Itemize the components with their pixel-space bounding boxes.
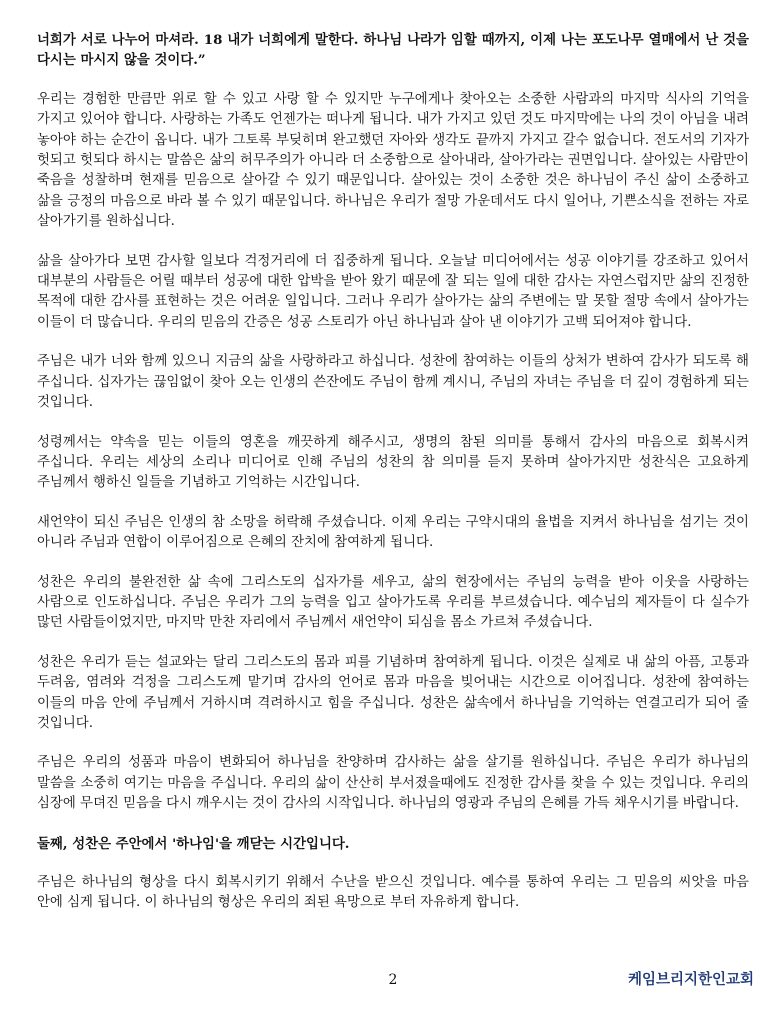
body-paragraph: 성령께서는 약속을 믿는 이들의 영혼을 깨끗하게 해주시고, 생명의 참된 의미를 통해서 감사의 마음으로 회복시켜 주십니다. 우리는 세상의 소리나 미디어로 인해 주님의 성찬의 참 의미를 듣지 못하며 살아가지만 성찬식은 고요하게 주님께서 행하신 일들을 기념하고 기억하는 시간입니다. bbox=[37, 434, 749, 491]
body-paragraph: 삶을 살아가다 보면 감사할 일보다 걱정거리에 더 집중하게 됩니다. 오늘날 미디어에서는 성공 이야기를 강조하고 있어서 대부분의 사람들은 어릴 때부터 성공에 대한 압박을 받아 왔기 때문에 잘 되는 일에 대한 감사는 자연스럽지만 삶의 진정한 목적에 대한 감사를 표현하는 것은 어려운 일입니다. 그러나 우리가 살아가는 삶의 주변에는 말 못할 절망 속에서 살아가는 이들이 더 많습니다. 우리의 믿음의 간증은 성공 스토리가 아닌 하나님과 살아 낸 이야기가 고백 되어져야 합니다. bbox=[37, 253, 749, 330]
section-heading: 둘째, 성찬은 주안에서 '하나임'을 깨닫는 시간입니다. bbox=[37, 835, 350, 852]
body-paragraph: 우리는 경험한 만큼만 위로 할 수 있고 사랑 할 수 있지만 누구에게나 찾아오는 소중한 사람과의 마지막 식사의 기억을 가지고 있어야 합니다. 사랑하는 가족도 언젠가는 떠나게 됩니다. 내가 가지고 있던 것도 마지막에는 나의 것이 아님을 내려 놓아야 하는 순간이 옵니다. 내가 그토록 부딪히며 완고했던 자아와 생각도 끝까지 가지고 갈수 없습니다. 전도서의 기자가 헛되고 헛되다 하시는 말씀은 삶의 허무주의가 아니라 더 소중함으로 살아내라, 살아가라는 권면입니다. 살아있는 사람만이 죽음을 성찰하며 현재를 믿음으로 살아갈 수 있기 때문입니다. 살아있는 것이 소중한 것은 하나님이 주신 삶이 소중하고 삶을 긍정의 마음으로 바라 볼 수 있기 때문입니다. 하나님은 우리가 절망 가운데서도 다시 일어나, 기쁜소식을 전하는 자로 살아가기를 원하십니다. bbox=[37, 91, 749, 230]
body-paragraph: 주님은 하나님의 형상을 다시 회복시키기 위해서 수난을 받으신 것입니다. 예수를 통하여 우리는 그 믿음의 씨앗을 마음 안에 심게 됩니다. 이 하나님의 형상은 우리의 죄된 욕망으로 부터 자유하게 합니다. bbox=[37, 875, 749, 911]
body-paragraph: 주님은 우리의 성품과 마음이 변화되어 하나님을 찬양하며 감사하는 삶을 살기를 원하십니다. 주님은 우리가 하나님의 말씀을 소중히 여기는 마음을 주십니다. 우리의 삶이 산산히 부서졌을때에도 진정한 감사를 찾을 수 있는 것입니다. 우리의 심장에 무뎌진 믿음을 다시 깨우시는 것이 감사의 시작입니다. 하나님의 영광과 주님의 은혜를 가득 채우시기를 바랍니다. bbox=[37, 755, 749, 812]
body-paragraph: 성찬은 우리가 듣는 설교와는 달리 그리스도의 몸과 피를 기념하며 참여하게 됩니다. 이것은 실제로 내 삶의 아픔, 고통과 두려움, 염려와 걱정을 그리스도께 맡기며 감사의 언어로 몸과 마음을 빚어내는 시간으로 이어집니다. 성찬에 참여하는 이들의 마음 안에 주님께서 거하시며 격려하시고 힘을 주십니다. 성찬은 삶속에서 하나님을 기억하는 연결고리가 되어 줄 것입니다. bbox=[37, 654, 749, 731]
body-paragraph: 성찬은 우리의 불완전한 삶 속에 그리스도의 십자가를 세우고, 삶의 현장에서는 주님의 능력을 받아 이웃을 사랑하는 사람으로 인도하십니다. 주님은 우리가 그의 능력을 입고 살아가도록 우리를 부르셨습니다. 예수님의 제자들이 다 실수가 많던 사람들이었지만, 마지막 만찬 자리에서 주님께서 새언약이 되심을 몸소 가르쳐 주셨습니다. bbox=[37, 574, 749, 631]
page-number: 2 bbox=[388, 972, 398, 988]
body-paragraph: 주님은 내가 너와 함께 있으니 지금의 삶을 사랑하라고 하십니다. 성찬에 참여하는 이들의 상처가 변하여 감사가 되도록 해 주십니다. 십자가는 끊임없이 찾아 오는 인생의 쓴잔에도 주님이 함께 계시니, 주님의 자녀는 주님을 더 깊이 경험하게 되는 것입니다. bbox=[37, 354, 749, 411]
body-paragraph: 새언약이 되신 주님은 인생의 참 소망을 허락해 주셨습니다. 이제 우리는 구약시대의 율법을 지켜서 하나님을 섬기는 것이 아니라 주님과 연합이 이루어짐으로 은혜의 잔치에 참여하게 됩니다. bbox=[37, 514, 749, 551]
intro-quote: 너희가 서로 나누어 마셔라. 18 내가 너희에게 말한다. 하나님 나라가 임할 때까지, 이제 나는 포도나무 열매에서 난 것을 다시는 마시지 않을 것이다.” bbox=[37, 32, 749, 69]
document-page bbox=[37, 30, 749, 933]
church-name: 케임브리지한인교회 bbox=[627, 972, 754, 988]
